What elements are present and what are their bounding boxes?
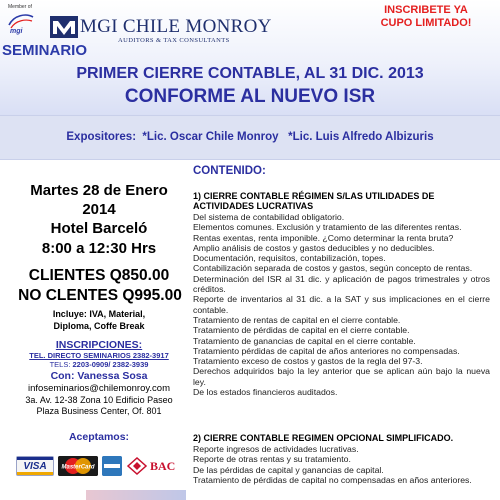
price-non-clients: NO CLENTES Q995.00 xyxy=(18,287,182,304)
list-item: Elementos comunes. Exclusión y tratamiento de las diferentes rentas. xyxy=(193,222,462,233)
registration-title: INSCRIPCIONES: xyxy=(55,339,143,351)
tels-label: TELS: xyxy=(49,360,71,369)
price-clients: CLIENTES Q850.00 xyxy=(28,267,170,284)
list-item: De los estados financieros auditados. xyxy=(193,387,338,398)
list-item: Del sistema de contabilidad obligatorio. xyxy=(193,212,345,222)
header-banner xyxy=(0,0,500,115)
list-item: Amplio análisis de costos y gastos deducibles y no deducibles. xyxy=(193,242,435,253)
tels-values: 2203-0909/ 2382-3939 xyxy=(72,360,149,369)
member-of-label: Member of xyxy=(8,4,32,10)
contact-email: infoseminarios@chilemonroy.com xyxy=(28,383,170,394)
seminar-label: SEMINARIO xyxy=(2,42,88,59)
includes-line-2: Diploma, Coffe Break xyxy=(53,321,145,331)
signup-call-to-action xyxy=(362,4,490,30)
list-item: De las pérdidas de capital y ganancias de capital. xyxy=(193,464,384,475)
cta-line-1: INSCRIBETE YA xyxy=(384,4,468,16)
speakers-band xyxy=(0,115,500,160)
content-title: CONTENIDO: xyxy=(193,165,266,177)
partner-image xyxy=(86,490,186,500)
mgi-logo-text: mgi xyxy=(10,28,23,35)
visa-label: VISA xyxy=(23,461,47,472)
list-item: Tratamiento exceso de costos y gastos de la regla del 97-3. xyxy=(193,356,423,367)
seminar-title-line-1: PRIMER CIERRE CONTABLE, AL 31 DIC. 2013 xyxy=(76,65,424,82)
seminar-title-line-2: CONFORME AL NUEVO ISR xyxy=(124,86,376,107)
contact-person: Con: Vanessa Sosa xyxy=(50,370,148,382)
brand-name: MGI CHILE MONROY xyxy=(80,16,272,37)
list-item: Reporte de inventarios al 31 dic. a la SAT y sus implicaciones en el cierre contable. xyxy=(193,294,490,315)
event-date: Martes 28 de Enero xyxy=(30,182,168,199)
cta-line-2: CUPO LIMITADO! xyxy=(380,17,472,29)
list-item: Derechos adquiridos bajo la ley anterior que se aplican aún bajo la nueva ley. xyxy=(193,366,490,387)
list-item: Tratamiento de rentas de capital en el cierre contable. xyxy=(193,314,401,325)
event-details-column xyxy=(0,160,198,500)
visa-logo-icon xyxy=(16,456,54,476)
direct-phone: TEL. DIRECTO SEMINARIOS 2382-3917 xyxy=(29,351,169,360)
section-2-title: 2) CIERRE CONTABLE REGIMEN OPCIONAL SIMPLIFICADO. xyxy=(193,433,454,443)
list-item: Tratamiento de pérdidas de capital no compensadas en años anteriores. xyxy=(193,474,472,485)
includes-line-1: Incluye: IVA, Material, xyxy=(52,309,146,319)
payment-title: Aceptamos: xyxy=(68,431,130,443)
list-item: Reporte de otras rentas y su tratamiento. xyxy=(193,454,351,465)
list-item: Determinación del ISR al 31 dic. y aplicación de pagos trimestrales y otros créditos. xyxy=(193,273,490,295)
mgi-logo-icon xyxy=(6,11,36,35)
bac-logo-icon xyxy=(126,456,176,476)
list-item: Contabilización separada de costos y gastos, según concepto de rentas. xyxy=(193,263,473,274)
event-hours: 8:00 a 12:30 Hrs xyxy=(41,240,157,257)
list-item: Reporte ingresos de actividades lucrativas. xyxy=(193,444,359,454)
amex-logo-icon xyxy=(102,456,122,476)
bac-label: BAC xyxy=(150,459,176,473)
event-venue: Hotel Barceló xyxy=(50,220,148,237)
address-line-1: 3a. Av. 12-38 Zona 10 Edificio Paseo xyxy=(25,395,173,405)
list-item: Tratamiento de ganancias de capital en el cierre contable. xyxy=(193,335,416,346)
section-1-list xyxy=(193,212,490,397)
price-includes xyxy=(0,308,198,332)
list-item: Tratamiento pérdidas de capital de años anteriores no compensadas. xyxy=(193,345,460,356)
list-item: Tratamiento de pérdidas de capital en el cierre contable. xyxy=(193,325,410,336)
mastercard-logo-icon xyxy=(58,456,98,476)
section-2-list xyxy=(193,444,490,485)
list-item: Documentación, requisitos, contabilización, topes. xyxy=(193,253,386,264)
mastercard-label: MasterCard xyxy=(61,464,95,471)
section-1-title: 1) CIERRE CONTABLE RÉGIMEN S/LAS UTILIDADES DE ACTIVIDADES LUCRATIVAS xyxy=(193,191,435,211)
address-line-2: Plaza Business Center, Of. 801 xyxy=(36,406,162,416)
list-item: Rentas exentas, renta imponible. ¿Como determinar la renta bruta? xyxy=(193,232,454,243)
brand-subtitle: AUDITORS & TAX CONSULTANTS xyxy=(118,37,230,44)
event-year: 2014 xyxy=(82,201,116,218)
mgi-brand-emblem-icon xyxy=(50,16,78,38)
phone-numbers xyxy=(0,360,198,369)
content-column xyxy=(193,160,495,500)
speakers-text: Expositores: *Lic. Oscar Chile Monroy *Lic. Luis Alfredo Albizuris xyxy=(66,131,434,143)
